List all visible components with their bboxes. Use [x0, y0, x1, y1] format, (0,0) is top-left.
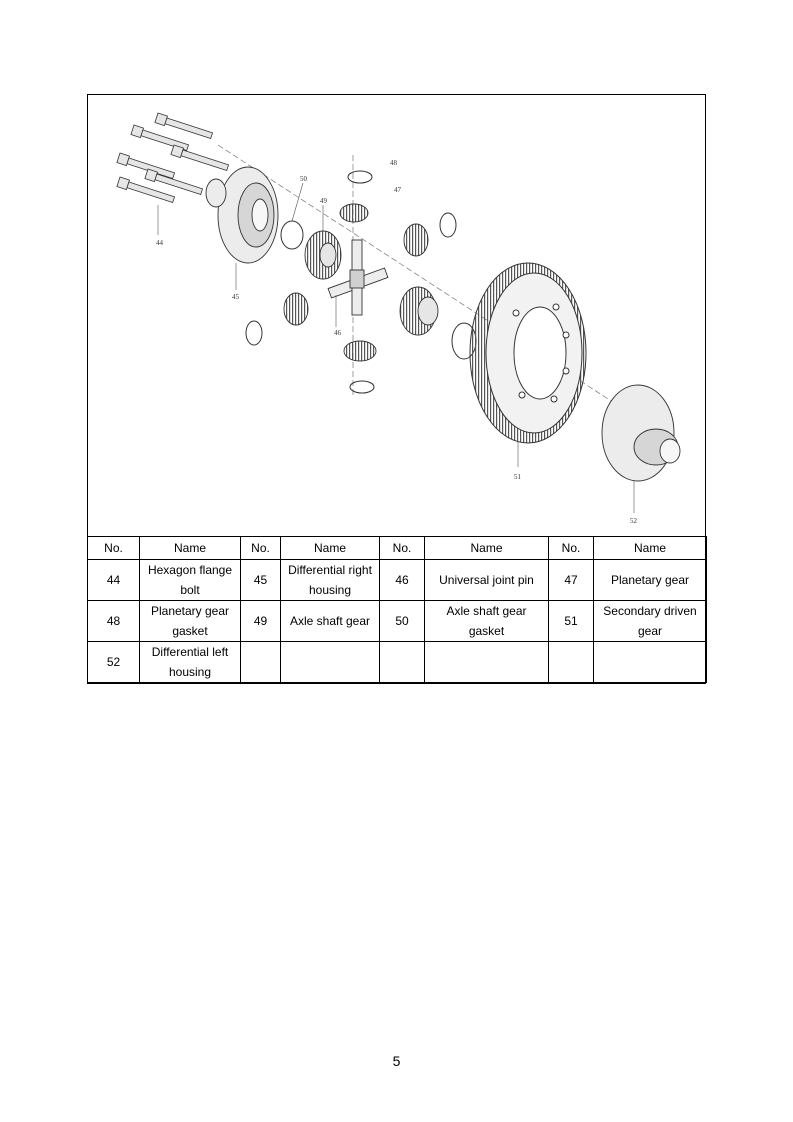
secondary-driven-gear	[470, 263, 586, 443]
part-number: 50	[380, 601, 425, 642]
part-name: Secondary driven gear	[594, 601, 707, 642]
callout-47: 47	[394, 186, 401, 194]
differential-right-housing	[206, 167, 278, 263]
figure-frame	[87, 94, 706, 684]
part-number: 47	[549, 560, 594, 601]
callout-49: 49	[320, 197, 327, 205]
header-cell: No.	[88, 537, 140, 560]
table-row	[88, 601, 707, 642]
header-cell: Name	[594, 537, 707, 560]
header-cell: No.	[380, 537, 425, 560]
callout-45: 45	[232, 293, 239, 301]
part-name: Differential right housing	[281, 560, 380, 601]
part-name: Differential left housing	[140, 642, 241, 683]
differential-left-housing	[602, 385, 680, 481]
header-cell: Name	[425, 537, 549, 560]
part-name: Hexagon flange bolt	[140, 560, 241, 601]
table-header-row	[88, 537, 707, 560]
part-number	[549, 642, 594, 683]
header-cell: No.	[549, 537, 594, 560]
axle-shaft-gear-left	[305, 231, 341, 279]
callout-50: 50	[300, 175, 307, 183]
part-number: 48	[88, 601, 140, 642]
part-name: Planetary gear	[594, 560, 707, 601]
part-name: Axle shaft gear gasket	[425, 601, 549, 642]
diagram-svg	[88, 95, 705, 536]
axle-shaft-gear-right	[400, 287, 438, 335]
table-row	[88, 560, 707, 601]
part-name: Planetary gear gasket	[140, 601, 241, 642]
part-name: Axle shaft gear	[281, 601, 380, 642]
part-number	[241, 642, 281, 683]
callout-46: 46	[334, 329, 341, 337]
callout-44: 44	[156, 239, 163, 247]
part-name: Universal joint pin	[425, 560, 549, 601]
part-number: 49	[241, 601, 281, 642]
header-cell: No.	[241, 537, 281, 560]
page-number: 5	[392, 1053, 401, 1069]
callout-48: 48	[390, 159, 397, 167]
header-cell: Name	[281, 537, 380, 560]
table-row	[88, 642, 707, 683]
part-name	[594, 642, 707, 683]
part-name	[281, 642, 380, 683]
exploded-differential-diagram	[88, 95, 705, 536]
callout-52: 52	[630, 517, 637, 525]
part-number: 44	[88, 560, 140, 601]
part-number: 52	[88, 642, 140, 683]
assembly-axis	[218, 145, 648, 425]
part-number: 45	[241, 560, 281, 601]
part-number: 51	[549, 601, 594, 642]
callout-51: 51	[514, 473, 521, 481]
part-number	[380, 642, 425, 683]
header-cell: Name	[140, 537, 241, 560]
axle-gear-gasket-left	[281, 221, 303, 249]
part-number: 46	[380, 560, 425, 601]
parts-table	[87, 536, 707, 683]
part-name	[425, 642, 549, 683]
